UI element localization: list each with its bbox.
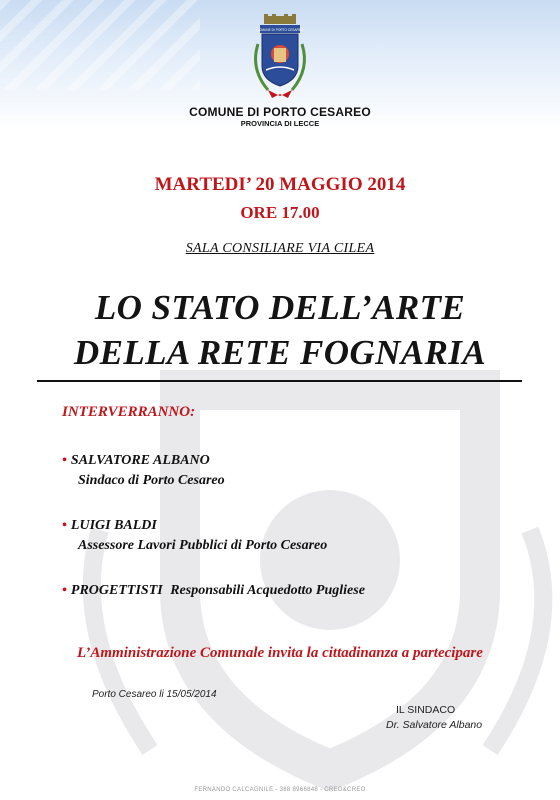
bullet: • xyxy=(62,518,67,533)
event-venue-text: SALA CONSILIARE VIA CILEA xyxy=(185,241,375,256)
province-name: PROVINCIA DI LECCE xyxy=(240,119,320,128)
bullet: • xyxy=(62,453,67,468)
bullet: • xyxy=(62,583,67,598)
crest-banner-text: COMUNE DI PORTO CESAREO xyxy=(256,28,304,32)
designer-credit: FERNANDO CALCAGNILE - 388 8966848 - CREO&CREO xyxy=(194,787,366,793)
event-venue xyxy=(0,241,560,257)
speaker-role: Sindaco di Porto Cesareo xyxy=(78,473,225,488)
event-title-line-2: DELLA RETE FOGNARIA xyxy=(73,333,487,372)
speaker-name: LUIGI BALDI xyxy=(70,518,157,533)
speaker-name: SALVATORE ALBANO xyxy=(70,453,210,468)
event-title-line-1: LO STATO DELL’ARTE xyxy=(94,288,466,327)
title-divider xyxy=(37,380,522,382)
invitation-text: L’Amministrazione Comunale invita la cittadinanza a partecipare xyxy=(77,645,483,661)
speaker-role: Assessore Lavori Pubblici di Porto Cesareo xyxy=(78,538,328,553)
speaker-item xyxy=(62,453,225,489)
speaker-item xyxy=(62,518,327,554)
signatory-title: IL SINDACO xyxy=(396,704,456,716)
event-time: ORE 17.00 xyxy=(240,203,320,222)
speaker-name: PROGETTISTI xyxy=(70,583,163,598)
place-and-date: Porto Cesareo li 15/05/2014 xyxy=(92,689,217,700)
coat-of-arms-icon xyxy=(246,14,314,102)
signatory-name: Dr. Salvatore Albano xyxy=(386,719,483,731)
header-diagonal-stripes xyxy=(0,0,200,90)
coat-of-arms-watermark xyxy=(60,330,560,800)
event-date: MARTEDI’ 20 MAGGIO 2014 xyxy=(154,174,406,195)
speaker-item xyxy=(62,583,365,599)
municipality-name: COMUNE DI PORTO CESAREO xyxy=(189,105,371,119)
speaker-role-inline: Responsabili Acquedotto Pugliese xyxy=(170,583,365,598)
speakers-heading: INTERVERRANNO: xyxy=(62,404,196,420)
